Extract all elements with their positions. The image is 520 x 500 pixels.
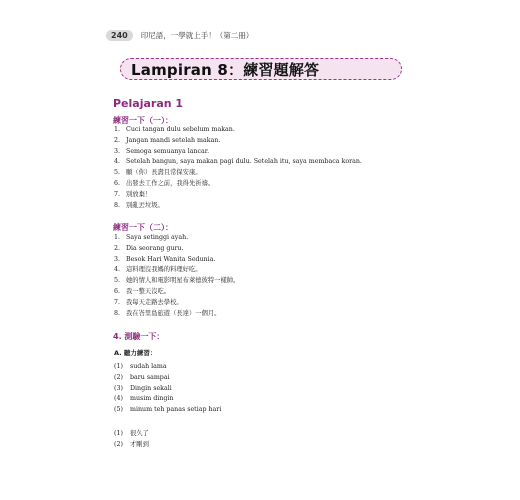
list-item: 2. Dia seorang guru.: [114, 244, 184, 252]
running-title: 印尼語，一學就上手！（第二冊）: [140, 31, 254, 40]
page-number: 240: [106, 30, 133, 41]
list-item: 3. Besok Hari Wanita Sedunia.: [114, 255, 216, 263]
title-banner: [120, 58, 402, 80]
list-item: 8. 我在峇里島旅遊（長達）一個月。: [114, 309, 221, 317]
exercise-2-list: [114, 233, 239, 319]
list-item: (3) Dingin sekali: [114, 384, 172, 392]
list-item: (4) musim dingin: [114, 395, 174, 403]
page-title: Lampiran 8：練習題解答: [131, 60, 320, 79]
listening-practice-label: A. 聽力練習：: [114, 349, 157, 357]
list-item: 5. 願（你）長壽且常保安康。: [114, 169, 202, 177]
list-item: 7. 我每天走路去學校。: [114, 298, 183, 306]
exercise-2-heading: 練習一下（二）：: [113, 223, 173, 232]
list-item: (2) 才剛到: [114, 440, 149, 448]
lesson-heading: Pelajaran 1: [113, 97, 184, 110]
exercise-1-list: [114, 125, 362, 211]
page-header: [106, 30, 253, 41]
list-item: 8. 別亂丟垃圾。: [114, 201, 164, 209]
list-item: 3. Semoga semuanya lancar.: [114, 147, 210, 155]
list-item: 7. 別放棄！: [114, 190, 152, 198]
list-item: 4. 這料理沒我媽的料理好吃。: [114, 266, 202, 274]
list-item: (1) sudah lama: [114, 363, 167, 370]
list-item: (5) minum teh panas setiap hari: [114, 406, 222, 414]
exercise-1-heading: 練習一下（一）：: [113, 116, 173, 125]
quiz-heading: 4. 測驗一下：: [113, 332, 165, 341]
list-item: (2) baru sampai: [114, 373, 170, 381]
list-item: (1) 很久了: [114, 430, 149, 437]
list-item: 1. Saya setinggi ayah.: [114, 234, 189, 241]
list-item: 1. Cuci tangan dulu sebelum makan.: [114, 126, 235, 133]
list-item: 6. 我一整天沒吃。: [114, 287, 171, 295]
list-item: 5. 她的情人和電影明星布萊德彼特一樣帥。: [114, 277, 240, 285]
list-item: 4. Setelah bangun, saya makan pagi dulu. Setelah itu, saya membaca koran.: [114, 158, 362, 166]
listening-answers-list: [114, 362, 221, 416]
translation-answers-list: [114, 429, 149, 451]
list-item: 2. Jangan mandi setelah makan.: [114, 136, 221, 144]
list-item: 6. 出發去工作之前，我得先祈禱。: [114, 179, 215, 187]
